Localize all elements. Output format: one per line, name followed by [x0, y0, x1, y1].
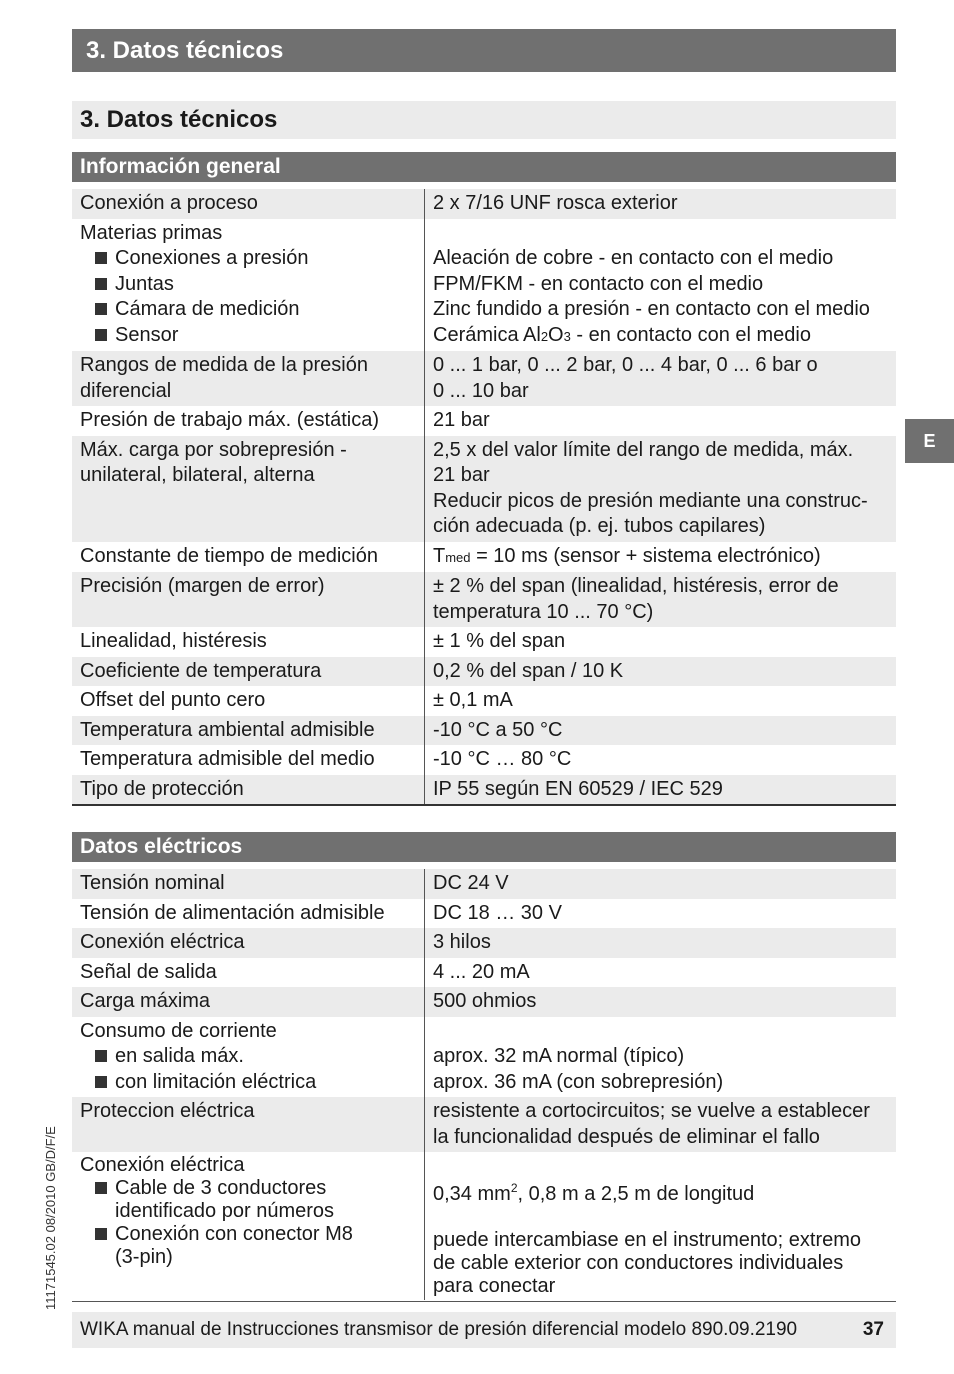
table-row: [72, 406, 896, 436]
table-row: [72, 928, 896, 958]
section-title: [72, 101, 896, 139]
spec-label: [72, 219, 425, 352]
spec-label: Conexión eléctrica Cable de 3 conductores identificado por números Conexión con conector M8 (3-pin): [72, 1152, 425, 1300]
table-row: [72, 1017, 896, 1098]
bullet-text: Sensor: [115, 323, 179, 346]
table-row: [72, 775, 896, 806]
bullet-continuation: identificado por números: [115, 1200, 335, 1222]
square-bullet-icon: [95, 1076, 107, 1088]
table-row: [72, 899, 896, 929]
table-row: [72, 745, 896, 775]
spec-value: -10 °C … 80 °C: [425, 745, 897, 775]
spec-value: Tmed = 10 ms (sensor + sistema electrónico): [425, 542, 897, 573]
value-line: Zinc fundido a presión - en contacto con el medio: [433, 298, 870, 320]
spec-label: Conexión a proceso: [72, 189, 425, 219]
page-number: 37: [862, 1319, 884, 1340]
general-info-header: Información general: [72, 152, 896, 182]
materias-label: Materias primas: [80, 221, 223, 244]
section-title-text: 3. Datos técnicos: [80, 106, 278, 133]
table-row: [72, 542, 896, 573]
spec-label: Máx. carga por sobrepresión - unilateral, bilateral, alterna: [72, 436, 425, 542]
spec-label: Tipo de protección: [72, 775, 425, 806]
spec-value: ± 1 % del span: [425, 627, 897, 657]
spec-label: Tensión de alimentación admisible: [72, 899, 425, 929]
spec-value: [425, 219, 897, 352]
table-row: [72, 958, 896, 988]
spec-label: Constante de tiempo de medición: [72, 542, 425, 573]
spec-value: -10 °C a 50 °C: [425, 716, 897, 746]
table-row: [72, 572, 896, 627]
document-code: 11171545.02 08/2010 GB/D/F/E: [43, 1126, 58, 1310]
bullet-item: [80, 272, 416, 298]
spec-label: Tensión nominal: [72, 869, 425, 899]
spec-value: 21 bar: [425, 406, 897, 436]
table-row: [72, 869, 896, 899]
bullet-text: Conexiones a presión: [115, 247, 309, 269]
bullet-text: Cámara de medición: [115, 298, 300, 320]
spec-label: Offset del punto cero: [72, 686, 425, 716]
spec-value: resistente a cortocircuitos; se vuelve a establecer la funcionalidad después de eliminar el fallo: [425, 1097, 897, 1152]
spec-label: Temperatura admisible del medio: [72, 745, 425, 775]
table-row: [72, 436, 896, 542]
bullet-item: con limitación eléctrica: [80, 1070, 416, 1096]
bullet-item: [80, 246, 416, 272]
spec-value: ± 0,1 mA: [425, 686, 897, 716]
electrical-data-table: [72, 869, 896, 1300]
square-bullet-icon: [95, 303, 107, 315]
spec-label: Carga máxima: [72, 987, 425, 1017]
spec-value: IP 55 según EN 60529 / IEC 529: [425, 775, 897, 806]
spec-label: Consumo de corriente en salida máx. con limitación eléctrica: [72, 1017, 425, 1098]
value-line: Aleación de cobre - en contacto con el medio: [433, 247, 834, 269]
header-title: 3. Datos técnicos: [86, 37, 284, 64]
square-bullet-icon: [95, 1228, 107, 1240]
bullet-continuation: (3-pin): [115, 1246, 173, 1268]
table-row: [72, 219, 896, 352]
table-row: [72, 1097, 896, 1152]
spec-value: 4 ... 20 mA: [425, 958, 897, 988]
spec-value: ± 2 % del span (linealidad, histéresis, error de temperatura 10 ... 70 °C): [425, 572, 897, 627]
spec-label: Coeficiente de temperatura: [72, 657, 425, 687]
spec-label: Temperatura ambiental admisible: [72, 716, 425, 746]
square-bullet-icon: [95, 252, 107, 264]
table-row: [72, 657, 896, 687]
footer-text: WIKA manual de Instrucciones transmisor de presión diferencial modelo 890.09.2190: [80, 1319, 798, 1340]
bullet-item: Conexión con conector M8: [80, 1223, 416, 1246]
spec-label: Rangos de medida de la presión diferencial: [72, 351, 425, 406]
table-row: [72, 627, 896, 657]
page-footer: [72, 1312, 896, 1348]
spec-value: 2,5 x del valor límite del rango de medida, máx. 21 bar Reducir picos de presión mediante una construc- ción adecuada (p. ej. tubos capilares): [425, 436, 897, 542]
spec-label: Presión de trabajo máx. (estática): [72, 406, 425, 436]
page-header-bar: [72, 29, 896, 72]
table-row: [72, 987, 896, 1017]
value-line: Cerámica Al2O3 - en contacto con el medio: [433, 323, 811, 346]
square-bullet-icon: [95, 1050, 107, 1062]
spec-label: Señal de salida: [72, 958, 425, 988]
spec-value: DC 18 … 30 V: [425, 899, 897, 929]
square-bullet-icon: [95, 329, 107, 341]
spec-value: 500 ohmios: [425, 987, 897, 1017]
square-bullet-icon: [95, 278, 107, 290]
bullet-item: [80, 323, 416, 349]
spec-value: 0,34 $mm^2$, 0,8 m a 2,5 m de longitud puede intercambiase en el instrumento; extremo de cable exterior con conductores individuales para conectar: [425, 1152, 897, 1300]
spec-value: DC 24 V: [425, 869, 897, 899]
spec-label: Conexión eléctrica: [72, 928, 425, 958]
spec-value: 2 x 7/16 UNF rosca exterior: [425, 189, 897, 219]
spec-label: Precisión (margen de error): [72, 572, 425, 627]
spec-value: 3 hilos: [425, 928, 897, 958]
bullet-item: en salida máx.: [80, 1044, 416, 1070]
spec-label: Linealidad, histéresis: [72, 627, 425, 657]
table-row: [72, 716, 896, 746]
table-row: [72, 189, 896, 219]
table-row: [72, 1152, 896, 1300]
table-row: [72, 351, 896, 406]
spec-value: aprox. 32 mA normal (típico) aprox. 36 mA (con sobrepresión): [425, 1017, 897, 1098]
square-bullet-icon: [95, 1182, 107, 1194]
language-tab[interactable]: E: [905, 419, 954, 463]
bullet-text: Juntas: [115, 272, 174, 295]
value-line: 0,34 $mm^2$, 0,8 m a 2,5 m de longitud: [433, 1181, 755, 1205]
value-line: FPM/FKM - en contacto con el medio: [433, 272, 764, 295]
bullet-item: [80, 297, 416, 323]
table-row: [72, 686, 896, 716]
spec-value: 0,2 % del span / 10 K: [425, 657, 897, 687]
electrical-data-header: Datos eléctricos: [72, 832, 896, 862]
spec-value: 0 ... 1 bar, 0 ... 2 bar, 0 ... 4 bar, 0 ... 6 bar o 0 ... 10 bar: [425, 351, 897, 406]
general-info-table: [72, 189, 896, 806]
footer-divider: [72, 1301, 896, 1302]
spec-label: Proteccion eléctrica: [72, 1097, 425, 1152]
bullet-item: Cable de 3 conductores: [80, 1177, 416, 1200]
